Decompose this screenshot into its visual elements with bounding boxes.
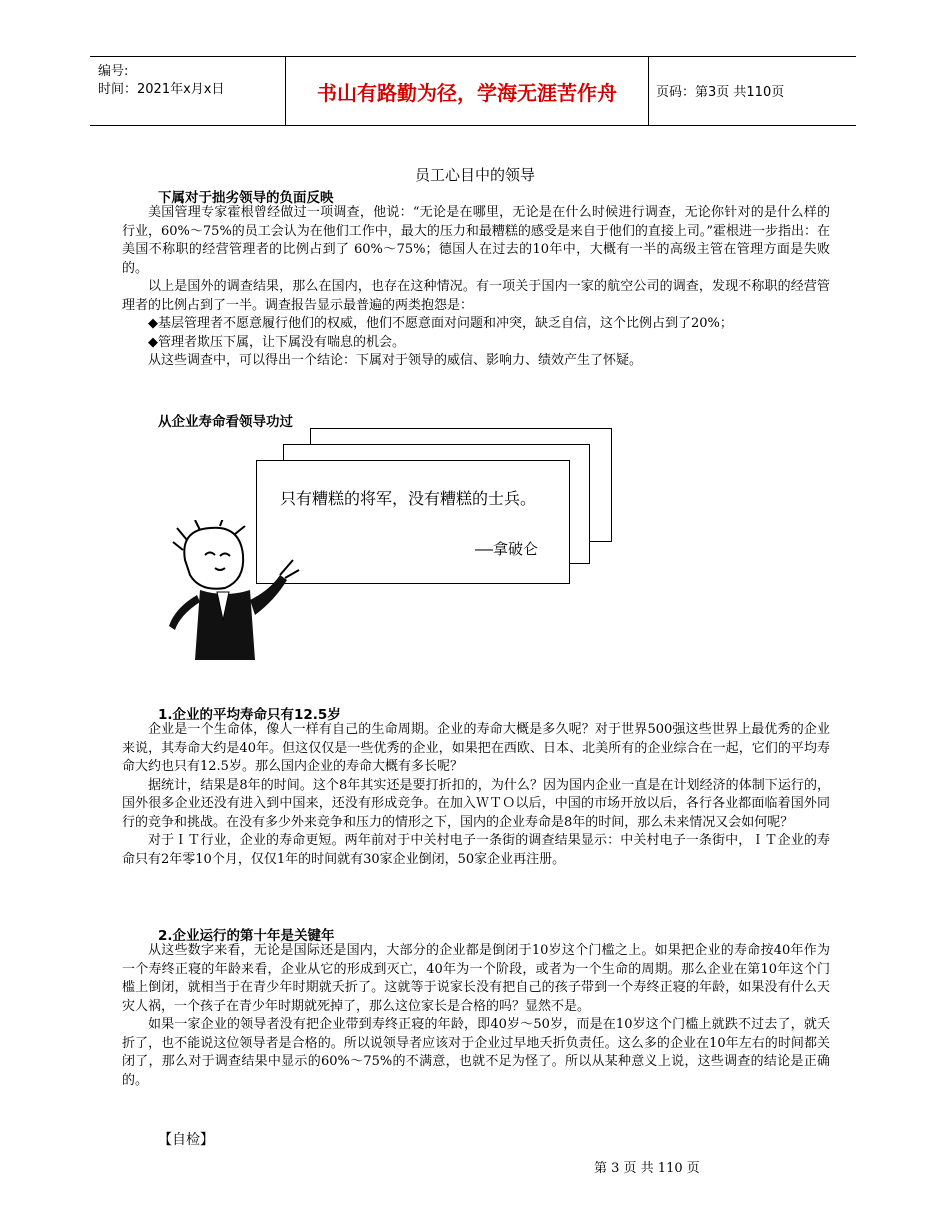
time-label: 时间：2021年x月x日 [98,82,225,97]
paragraph: ◆基层管理者不愿意履行他们的权威，他们不愿意面对问题和冲突，缺乏自信，这个比例占到了20%； [148,316,733,331]
section1-heading: 下属对于拙劣领导的负面反映 [158,190,334,206]
paragraph: 以上是国外的调查结果，那么在国内，也存在这种情况。有一项关于国内一家的航空公司的调查，发现不称职的经营管理者的比例占到了一半。调查报告显示最普遍的两类抱怨是： [122,279,830,313]
number-label: 编号: [98,64,129,79]
header-motto: 书山有路勤为径，学海无涯苦作舟 [285,57,649,125]
napoleon-quote: 只有糟糕的将军，没有糟糕的士兵。 [280,489,537,508]
paragraph: 从这些数字来看，无论是国际还是国内，大部分的企业都是倒闭于10岁这个门槛之上。如果把企业的寿命按40年作为一个寿终正寝的年龄来看，企业从它的形成到灭亡，40年为一个阶段，或者为一个生命的周期。那么企业在第10年这个门槛上倒闭，就相当于在青少年时期就夭折了。这就等于说家长没有把自己的孩子带到一个寿终正寝的年龄，如果没有什么天灾人祸，一个孩子在青少年时期就死掉了，那么这位家长是合格的吗？显然不是。 [122,943,830,1014]
section4-heading: 2.企业运行的第十年是关键年 [158,928,335,944]
header-page-label: 页码：第3页 共110页 [656,85,785,100]
paragraph: 美国管理专家霍根曾经做过一项调查，他说：“无论是在哪里，无论是在什么时候进行调查，无论你针对的是什么样的行业，60%～75%的员工会认为在他们工作中，最大的压力和最糟糕的感受是来自于他们的直接上司。”霍根进一步指出：在美国不称职的经营管理者的比例占到了 60%～75%；德国人在过去的10年中，大概有一半的高级主管在管理方面是失败的。 [122,205,830,276]
page-title: 员工心目中的领导 [414,166,535,184]
section4-body [122,942,830,1090]
self-check-label: 【自检】 [158,1132,214,1148]
paragraph: 企业是一个生命体，像人一样有自己的生命周期。企业的寿命大概是多久呢？对于世界500强这些世界上最优秀的企业来说，其寿命大约是40年。但这仅仅是一些优秀的企业，如果把在西欧、日本、北美所有的企业综合在一起，它们的平均寿命大约也只有12.5岁。那么国内企业的寿命大概有多长呢？ [122,722,830,774]
paragraph: 对于ＩＴ行业，企业的寿命更短。两年前对于中关村电子一条街的调查结果显示：中关村电子一条街中，ＩＴ企业的寿命只有2年零10个月，仅仅1年的时间就有30家企业倒闭，50家企业再注册。 [122,833,830,867]
page-footer: 第 3 页 共 110 页 [594,1161,700,1176]
paragraph: 如果一家企业的领导者没有把企业带到寿终正寝的年龄，即40岁～50岁，而是在10岁这个门槛上就跌不过去了，就夭折了，也不能说这位领导者是合格的。所以说领导者应该对于企业过早地夭折负责任。这么多的企业在10年左右的时间都关闭了，那么对于调查结果中显示的60%～75%的不满意，也就不足为怪了。所以从某种意义上说，这些调查的结论是正确的。 [122,1017,830,1088]
section3-body [122,721,830,869]
section2-heading: 从企业寿命看领导功过 [158,414,293,430]
header-left [98,63,224,99]
paragraph: 从这些调查中，可以得出一个结论：下属对于领导的威信、影响力、绩效产生了怀疑。 [148,353,643,368]
paragraph: ◆管理者欺压下属，让下属没有喘息的机会。 [148,334,405,350]
section3-heading: 1.企业的平均寿命只有12.5岁 [158,707,341,723]
header-table [90,56,856,126]
paragraph: 据统计，结果是8年的时间。这个8年其实还是要打折扣的，为什么？因为国内企业一直是在计划经济的体制下运行的，国外很多企业还没有进入到中国来，还没有形成竞争。在加入ＷＴＯ以后，中国的市场开放以后，各行各业都面临着国外同行的竞争和挑战。在没有多少外来竞争和压力的情形之下，国内的企业寿命是8年的时间，那么未来情况又会如何呢？ [122,777,830,830]
section1-body [122,204,830,371]
conductor-figure-icon [165,520,305,670]
quote-author: ——拿破仑 [475,540,539,558]
